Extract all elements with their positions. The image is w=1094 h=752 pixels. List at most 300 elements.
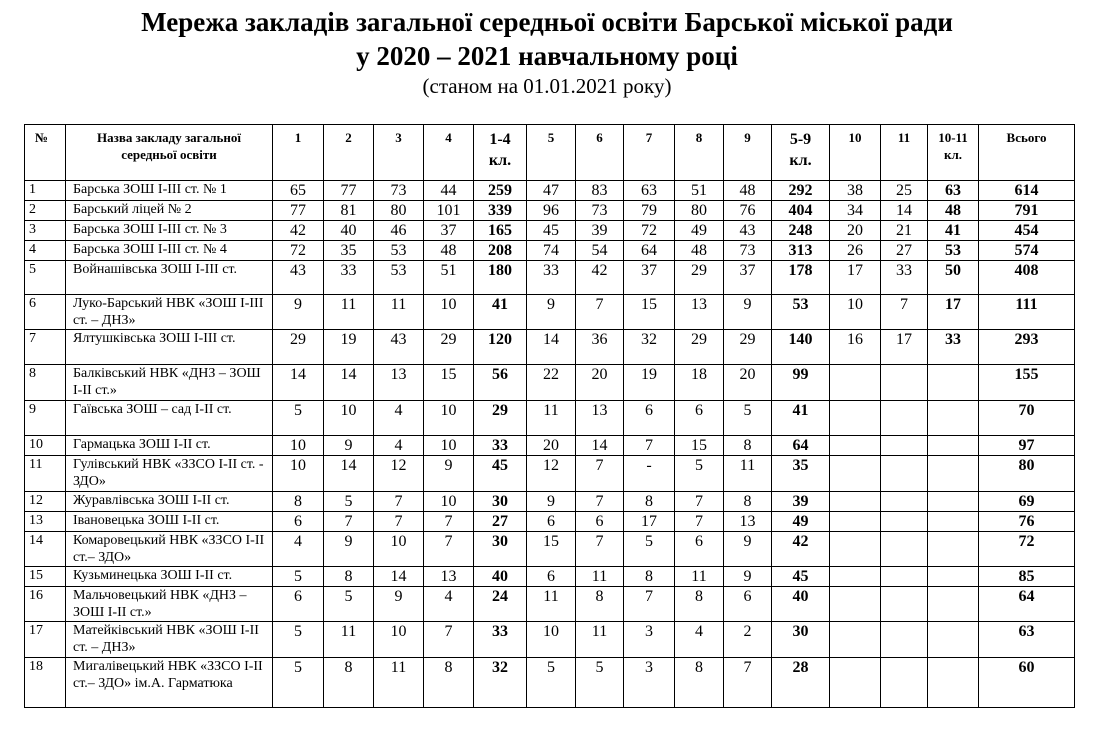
value-cell: 5 — [527, 658, 576, 708]
value-cell: - — [624, 456, 675, 492]
value-cell: 155 — [979, 365, 1075, 401]
document-date-note: (станом на 01.01.2021 року) — [422, 74, 672, 98]
table-row — [25, 512, 1075, 532]
value-cell — [928, 456, 979, 492]
value-cell: 29 — [424, 330, 474, 365]
value-cell: 165 — [474, 221, 527, 241]
value-cell: 10 — [374, 622, 424, 658]
value-cell: 50 — [928, 261, 979, 295]
school-name: Балківський НВК «ДНЗ – ЗОШ І-ІІ ст.» — [66, 365, 273, 401]
value-cell: 28 — [772, 658, 830, 708]
value-cell — [830, 456, 881, 492]
value-cell: 10 — [424, 295, 474, 330]
school-name: Кузьминецька ЗОШ І-ІІ ст. — [66, 567, 273, 587]
value-cell: 34 — [830, 201, 881, 221]
value-cell: 10 — [830, 295, 881, 330]
row-number: 9 — [25, 401, 66, 436]
table-row — [25, 201, 1075, 221]
table-row — [25, 492, 1075, 512]
value-cell: 29 — [675, 261, 724, 295]
value-cell: 11 — [527, 401, 576, 436]
value-cell: 8 — [273, 492, 324, 512]
value-cell: 85 — [979, 567, 1075, 587]
school-name: Гулівський НВК «ЗЗСО І-ІІ ст. - ЗДО» — [66, 456, 273, 492]
value-cell: 73 — [374, 181, 424, 201]
value-cell: 7 — [576, 295, 624, 330]
value-cell: 77 — [273, 201, 324, 221]
value-cell: 64 — [624, 241, 675, 261]
value-cell: 22 — [527, 365, 576, 401]
value-cell: 7 — [576, 492, 624, 512]
value-cell: 20 — [724, 365, 772, 401]
value-cell — [830, 512, 881, 532]
value-cell: 6 — [675, 401, 724, 436]
value-cell: 10 — [273, 456, 324, 492]
value-cell: 37 — [424, 221, 474, 241]
value-cell — [881, 587, 928, 622]
value-cell: 46 — [374, 221, 424, 241]
table-row — [25, 456, 1075, 492]
value-cell: 48 — [928, 201, 979, 221]
value-cell — [881, 622, 928, 658]
value-cell: 49 — [675, 221, 724, 241]
value-cell: 5 — [624, 532, 675, 567]
row-number: 12 — [25, 492, 66, 512]
value-cell: 70 — [979, 401, 1075, 436]
value-cell — [830, 401, 881, 436]
value-cell: 10 — [424, 436, 474, 456]
table-row — [25, 330, 1075, 365]
value-cell: 7 — [624, 587, 675, 622]
value-cell: 8 — [576, 587, 624, 622]
value-cell: 19 — [324, 330, 374, 365]
value-cell: 10 — [273, 436, 324, 456]
school-name: Барський ліцей № 2 — [66, 201, 273, 221]
value-cell: 10 — [424, 401, 474, 436]
value-cell: 10 — [324, 401, 374, 436]
header-no: № — [25, 125, 66, 181]
school-name: Луко-Барський НВК «ЗОШ І-ІІІ ст. – ДНЗ» — [66, 295, 273, 330]
value-cell: 15 — [675, 436, 724, 456]
value-cell: 111 — [979, 295, 1075, 330]
value-cell: 13 — [374, 365, 424, 401]
header-subtotal-1-4: 1-4 кл. — [474, 125, 527, 181]
value-cell: 5 — [273, 622, 324, 658]
value-cell: 3 — [624, 658, 675, 708]
value-cell: 4 — [675, 622, 724, 658]
value-cell: 53 — [374, 241, 424, 261]
value-cell: 33 — [928, 330, 979, 365]
value-cell: 74 — [527, 241, 576, 261]
value-cell: 29 — [724, 330, 772, 365]
value-cell: 32 — [474, 658, 527, 708]
value-cell: 43 — [724, 221, 772, 241]
value-cell: 80 — [979, 456, 1075, 492]
document-subtitle: у 2020 – 2021 навчальному році — [356, 41, 738, 71]
value-cell: 9 — [424, 456, 474, 492]
value-cell: 7 — [881, 295, 928, 330]
value-cell — [830, 567, 881, 587]
value-cell: 8 — [624, 567, 675, 587]
value-cell: 29 — [675, 330, 724, 365]
value-cell: 791 — [979, 201, 1075, 221]
table-row — [25, 587, 1075, 622]
value-cell: 7 — [576, 456, 624, 492]
value-cell: 4 — [374, 436, 424, 456]
row-number: 8 — [25, 365, 66, 401]
value-cell: 180 — [474, 261, 527, 295]
value-cell: 53 — [772, 295, 830, 330]
school-name: Матейківський НВК «ЗОШ І-ІІ ст. – ДНЗ» — [66, 622, 273, 658]
value-cell: 14 — [576, 436, 624, 456]
value-cell: 43 — [374, 330, 424, 365]
value-cell: 99 — [772, 365, 830, 401]
value-cell: 45 — [474, 456, 527, 492]
value-cell — [881, 456, 928, 492]
row-number: 3 — [25, 221, 66, 241]
value-cell: 43 — [273, 261, 324, 295]
value-cell — [928, 436, 979, 456]
value-cell: 45 — [772, 567, 830, 587]
value-cell: 11 — [374, 658, 424, 708]
value-cell: 14 — [324, 456, 374, 492]
value-cell: 69 — [979, 492, 1075, 512]
value-cell: 14 — [324, 365, 374, 401]
value-cell: 7 — [374, 492, 424, 512]
value-cell: 7 — [424, 532, 474, 567]
value-cell: 41 — [474, 295, 527, 330]
school-name: Комаровецький НВК «ЗЗСО І-ІІ ст.– ЗДО» — [66, 532, 273, 567]
value-cell: 64 — [979, 587, 1075, 622]
value-cell: 6 — [527, 567, 576, 587]
value-cell: 14 — [374, 567, 424, 587]
value-cell: 15 — [624, 295, 675, 330]
school-name: Войнашівська ЗОШ І-ІІІ ст. — [66, 261, 273, 295]
value-cell: 6 — [273, 587, 324, 622]
row-number: 15 — [25, 567, 66, 587]
value-cell: 11 — [374, 295, 424, 330]
value-cell: 339 — [474, 201, 527, 221]
value-cell: 42 — [772, 532, 830, 567]
value-cell: 9 — [324, 532, 374, 567]
value-cell: 96 — [527, 201, 576, 221]
row-number: 1 — [25, 181, 66, 201]
value-cell: 208 — [474, 241, 527, 261]
value-cell: 7 — [424, 622, 474, 658]
value-cell: 51 — [424, 261, 474, 295]
value-cell: 72 — [273, 241, 324, 261]
value-cell: 49 — [772, 512, 830, 532]
value-cell: 29 — [273, 330, 324, 365]
value-cell: 9 — [724, 295, 772, 330]
value-cell: 5 — [324, 587, 374, 622]
value-cell: 20 — [830, 221, 881, 241]
value-cell: 27 — [881, 241, 928, 261]
value-cell: 13 — [675, 295, 724, 330]
value-cell: 27 — [474, 512, 527, 532]
value-cell: 33 — [474, 436, 527, 456]
value-cell: 48 — [724, 181, 772, 201]
schools-table — [24, 124, 1075, 708]
value-cell: 51 — [675, 181, 724, 201]
value-cell: 24 — [474, 587, 527, 622]
value-cell: 32 — [624, 330, 675, 365]
value-cell: 6 — [576, 512, 624, 532]
value-cell — [881, 658, 928, 708]
value-cell: 7 — [324, 512, 374, 532]
table-row — [25, 401, 1075, 436]
value-cell: 97 — [979, 436, 1075, 456]
row-number: 7 — [25, 330, 66, 365]
value-cell: 42 — [576, 261, 624, 295]
value-cell: 26 — [830, 241, 881, 261]
value-cell: 11 — [724, 456, 772, 492]
value-cell: 13 — [724, 512, 772, 532]
value-cell: 77 — [324, 181, 374, 201]
value-cell: 37 — [624, 261, 675, 295]
value-cell — [830, 658, 881, 708]
value-cell: 63 — [979, 622, 1075, 658]
row-number: 5 — [25, 261, 66, 295]
value-cell: 9 — [724, 567, 772, 587]
value-cell: 81 — [324, 201, 374, 221]
value-cell: 5 — [675, 456, 724, 492]
school-name: Гаївська ЗОШ – сад І-ІІ ст. — [66, 401, 273, 436]
value-cell: 15 — [424, 365, 474, 401]
value-cell: 9 — [324, 436, 374, 456]
row-number: 10 — [25, 436, 66, 456]
value-cell: 5 — [273, 567, 324, 587]
value-cell: 8 — [675, 587, 724, 622]
table-header-row — [25, 125, 1075, 181]
table-row — [25, 261, 1075, 295]
table-row — [25, 622, 1075, 658]
value-cell: 64 — [772, 436, 830, 456]
value-cell — [830, 622, 881, 658]
value-cell — [830, 436, 881, 456]
value-cell: 40 — [772, 587, 830, 622]
value-cell: 53 — [928, 241, 979, 261]
value-cell: 14 — [881, 201, 928, 221]
header-grade-11: 11 — [881, 125, 928, 181]
value-cell — [881, 436, 928, 456]
value-cell: 6 — [724, 587, 772, 622]
school-name: Мигалівецький НВК «ЗЗСО І-ІІ ст.– ЗДО» ім.А. Гарматюка — [66, 658, 273, 708]
value-cell — [928, 365, 979, 401]
value-cell: 6 — [527, 512, 576, 532]
value-cell: 7 — [724, 658, 772, 708]
header-grade-5: 5 — [527, 125, 576, 181]
header-grade-3: 3 — [374, 125, 424, 181]
value-cell: 7 — [374, 512, 424, 532]
value-cell: 313 — [772, 241, 830, 261]
value-cell: 53 — [374, 261, 424, 295]
value-cell: 14 — [527, 330, 576, 365]
school-name: Мальчовецький НВК «ДНЗ – ЗОШ І-ІІ ст.» — [66, 587, 273, 622]
school-name: Івановецька ЗОШ І-ІІ ст. — [66, 512, 273, 532]
value-cell: 21 — [881, 221, 928, 241]
value-cell: 54 — [576, 241, 624, 261]
value-cell: 80 — [675, 201, 724, 221]
value-cell: 48 — [424, 241, 474, 261]
value-cell: 12 — [374, 456, 424, 492]
value-cell: 45 — [527, 221, 576, 241]
header-grade-6: 6 — [576, 125, 624, 181]
value-cell: 11 — [324, 295, 374, 330]
value-cell — [928, 532, 979, 567]
value-cell: 9 — [527, 492, 576, 512]
value-cell — [881, 492, 928, 512]
value-cell: 8 — [675, 658, 724, 708]
header-grade-8: 8 — [675, 125, 724, 181]
table-row — [25, 221, 1075, 241]
value-cell: 248 — [772, 221, 830, 241]
table-row — [25, 532, 1075, 567]
header-grade-7: 7 — [624, 125, 675, 181]
value-cell: 63 — [928, 181, 979, 201]
value-cell: 56 — [474, 365, 527, 401]
value-cell: 72 — [624, 221, 675, 241]
value-cell: 10 — [374, 532, 424, 567]
table-row — [25, 567, 1075, 587]
value-cell — [881, 532, 928, 567]
value-cell: 42 — [273, 221, 324, 241]
value-cell: 17 — [830, 261, 881, 295]
value-cell: 574 — [979, 241, 1075, 261]
value-cell: 76 — [724, 201, 772, 221]
value-cell: 39 — [772, 492, 830, 512]
value-cell: 6 — [675, 532, 724, 567]
value-cell: 33 — [474, 622, 527, 658]
header-subtotal-10-11: 10-11 кл. — [928, 125, 979, 181]
table-row — [25, 436, 1075, 456]
value-cell — [830, 365, 881, 401]
table-row — [25, 181, 1075, 201]
header-grade-10: 10 — [830, 125, 881, 181]
value-cell: 9 — [527, 295, 576, 330]
value-cell: 14 — [273, 365, 324, 401]
value-cell: 13 — [424, 567, 474, 587]
value-cell: 4 — [424, 587, 474, 622]
value-cell: 11 — [527, 587, 576, 622]
value-cell — [881, 567, 928, 587]
value-cell — [830, 587, 881, 622]
value-cell — [928, 658, 979, 708]
value-cell — [830, 532, 881, 567]
row-number: 16 — [25, 587, 66, 622]
value-cell: 292 — [772, 181, 830, 201]
value-cell: 7 — [424, 512, 474, 532]
value-cell: 8 — [724, 492, 772, 512]
document-title: Мережа закладів загальної середньої освіти Барської міської ради — [141, 7, 953, 37]
value-cell: 40 — [324, 221, 374, 241]
value-cell: 33 — [527, 261, 576, 295]
value-cell: 19 — [624, 365, 675, 401]
value-cell — [928, 587, 979, 622]
value-cell: 11 — [576, 567, 624, 587]
school-name: Барська ЗОШ І-ІІІ ст. № 4 — [66, 241, 273, 261]
value-cell: 39 — [576, 221, 624, 241]
value-cell: 17 — [881, 330, 928, 365]
value-cell: 30 — [772, 622, 830, 658]
value-cell: 83 — [576, 181, 624, 201]
header-grade-9: 9 — [724, 125, 772, 181]
value-cell: 5 — [576, 658, 624, 708]
value-cell: 9 — [724, 532, 772, 567]
value-cell — [881, 401, 928, 436]
header-grade-4: 4 — [424, 125, 474, 181]
value-cell: 4 — [374, 401, 424, 436]
row-number: 14 — [25, 532, 66, 567]
value-cell: 5 — [724, 401, 772, 436]
value-cell: 35 — [772, 456, 830, 492]
header-grade-1: 1 — [273, 125, 324, 181]
value-cell: 41 — [928, 221, 979, 241]
value-cell: 5 — [273, 401, 324, 436]
value-cell: 614 — [979, 181, 1075, 201]
value-cell: 6 — [624, 401, 675, 436]
value-cell: 20 — [527, 436, 576, 456]
value-cell — [881, 512, 928, 532]
value-cell: 8 — [624, 492, 675, 512]
row-number: 11 — [25, 456, 66, 492]
header-school-name: Назва закладу загальної середньої освіти — [66, 125, 273, 181]
table-row — [25, 295, 1075, 330]
value-cell: 33 — [324, 261, 374, 295]
value-cell: 9 — [273, 295, 324, 330]
value-cell: 454 — [979, 221, 1075, 241]
value-cell: 12 — [527, 456, 576, 492]
row-number: 2 — [25, 201, 66, 221]
value-cell — [928, 401, 979, 436]
header-total: Всього — [979, 125, 1075, 181]
value-cell: 29 — [474, 401, 527, 436]
school-name: Журавлівська ЗОШ І-ІІ ст. — [66, 492, 273, 512]
value-cell: 408 — [979, 261, 1075, 295]
value-cell: 9 — [374, 587, 424, 622]
value-cell: 65 — [273, 181, 324, 201]
school-name: Барська ЗОШ І-ІІІ ст. № 3 — [66, 221, 273, 241]
value-cell: 7 — [675, 512, 724, 532]
value-cell: 44 — [424, 181, 474, 201]
value-cell: 11 — [324, 622, 374, 658]
value-cell: 4 — [273, 532, 324, 567]
value-cell: 7 — [576, 532, 624, 567]
value-cell: 80 — [374, 201, 424, 221]
value-cell — [928, 492, 979, 512]
value-cell: 48 — [675, 241, 724, 261]
value-cell: 259 — [474, 181, 527, 201]
school-name: Гармацька ЗОШ І-ІІ ст. — [66, 436, 273, 456]
value-cell: 7 — [675, 492, 724, 512]
header-subtotal-5-9: 5-9 кл. — [772, 125, 830, 181]
value-cell: 11 — [675, 567, 724, 587]
value-cell: 10 — [527, 622, 576, 658]
value-cell: 404 — [772, 201, 830, 221]
row-number: 17 — [25, 622, 66, 658]
value-cell: 11 — [576, 622, 624, 658]
value-cell: 3 — [624, 622, 675, 658]
value-cell: 18 — [675, 365, 724, 401]
value-cell — [928, 622, 979, 658]
value-cell: 72 — [979, 532, 1075, 567]
value-cell: 178 — [772, 261, 830, 295]
row-number: 4 — [25, 241, 66, 261]
table-row — [25, 241, 1075, 261]
value-cell: 6 — [273, 512, 324, 532]
table-row — [25, 365, 1075, 401]
value-cell: 120 — [474, 330, 527, 365]
